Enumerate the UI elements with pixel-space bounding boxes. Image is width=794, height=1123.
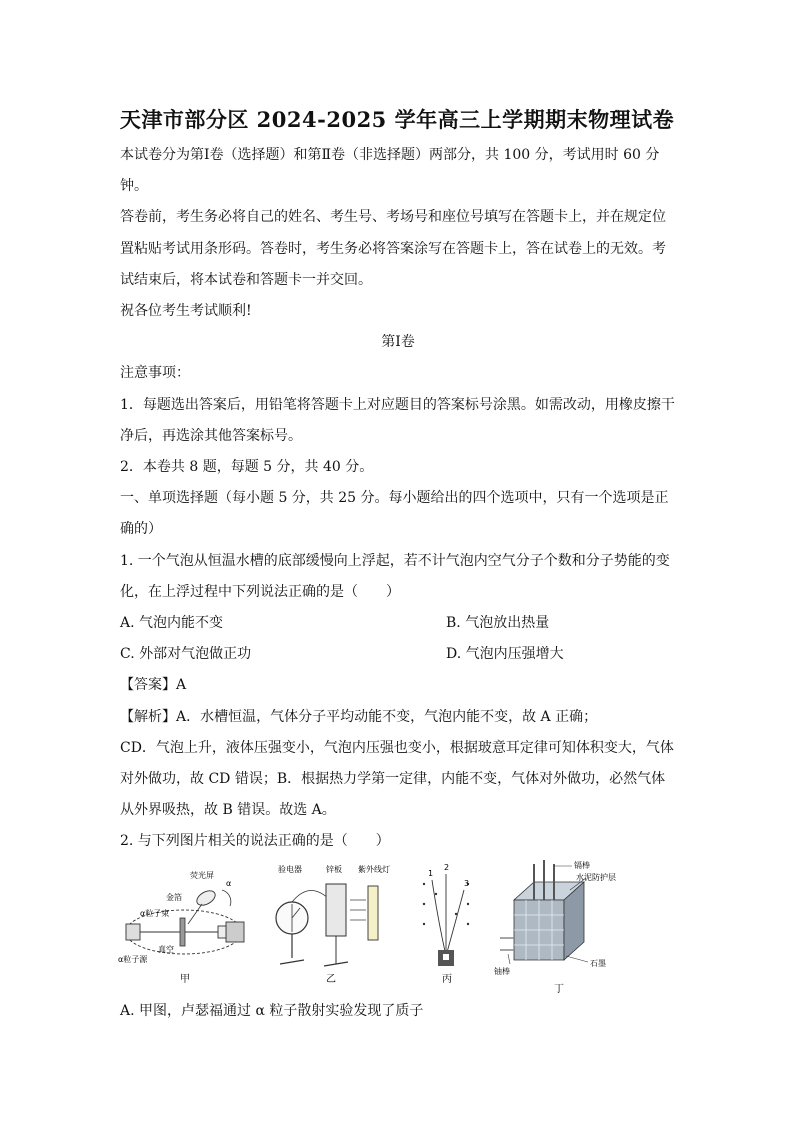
question-2-option-a: A. 甲图，卢瑟福通过 α 粒子散射实验发现了质子 bbox=[120, 1002, 424, 1019]
label-screen: 荧光屏 bbox=[190, 870, 214, 880]
figure-bing bbox=[418, 860, 478, 984]
question-1-analysis-1: 【解析】A．水槽恒温，气体分子平均动能不变，气泡内能不变，故 A 正确； bbox=[120, 708, 598, 725]
figure-jia bbox=[118, 860, 254, 984]
label-track-2: 2 bbox=[444, 862, 450, 872]
label-source: α粒子源 bbox=[118, 954, 148, 964]
question-1-analysis-2: CD．气泡上升，液体压强变小，气泡内压强也变小，根据玻意耳定律可知体积变大，气体对外做功，故 CD 错误；B．根据热力学第一定律，内能不变，气体对外做功，必然气体从外界吸热，故 B 错误。故选 A。 bbox=[120, 739, 674, 819]
figure-yi bbox=[270, 860, 400, 984]
question-1-options-row-2 bbox=[120, 639, 676, 670]
label-foil: 金箔 bbox=[166, 892, 182, 902]
notice-2: 2．本卷共 8 题，每题 5 分，共 40 分。 bbox=[120, 459, 374, 476]
caption-bing: 丙 bbox=[442, 973, 452, 984]
caption-jia: 甲 bbox=[180, 973, 190, 984]
notice-title: 注意事项： bbox=[120, 365, 190, 382]
alpha-scattering-diagram bbox=[118, 860, 254, 984]
label-alpha: α bbox=[226, 878, 232, 888]
reactor-diagram bbox=[494, 860, 644, 996]
exam-title: 天津市部分区 2024-2025 学年高三上学期期末物理试卷 bbox=[119, 107, 675, 132]
intro-paragraph-1: 本试卷分为第Ⅰ卷（选择题）和第Ⅱ卷（非选择题）两部分，共 100 分，考试用时 60 分钟。 bbox=[120, 147, 660, 195]
intro-paragraph-2: 答卷前，考生务必将自己的姓名、考生号、考场号和座位号填写在答题卡上，并在规定位置粘贴考试用条形码。答卷时，考生务必将答案涂写在答题卡上，答在试卷上的无效。考试结束后，将本试卷和答题卡一并交回。 bbox=[120, 209, 666, 288]
label-track-3: 3 bbox=[464, 878, 470, 888]
label-concrete-layer: 水泥防护层 bbox=[576, 872, 616, 882]
intro-paragraph-3: 祝各位考生考试顺利! bbox=[120, 303, 252, 320]
label-electroscope: 验电器 bbox=[278, 864, 302, 874]
radiation-tracks-diagram bbox=[418, 860, 478, 984]
question-1-option-d: D. 气泡内压强增大 bbox=[446, 646, 564, 663]
caption-yi: 乙 bbox=[326, 973, 336, 984]
part-heading: 一、单项选择题（每小题 5 分，共 25 分。每小题给出的四个选项中，只有一个选项是正确的） bbox=[120, 490, 669, 538]
exam-body bbox=[120, 140, 676, 1027]
question-1-option-a: A. 气泡内能不变 bbox=[120, 615, 224, 632]
figure-ding bbox=[494, 860, 644, 996]
label-graphite: 石墨 bbox=[590, 958, 606, 968]
question-1-options-row-1 bbox=[120, 608, 676, 639]
label-uv-lamp: 紫外线灯 bbox=[358, 864, 390, 874]
label-zinc-plate: 锌板 bbox=[326, 864, 342, 874]
question-1-stem: 1. 一个气泡从恒温水槽的底部缓慢向上浮起，若不计气泡内空气分子个数和分子势能的变化，在上浮过程中下列说法正确的是（ ） bbox=[120, 552, 670, 600]
label-u-rod: 铀棒 bbox=[494, 966, 510, 976]
section-title: 第Ⅰ卷 bbox=[381, 334, 415, 351]
question-2-stem: 2. 与下列图片相关的说法正确的是（ ） bbox=[120, 833, 390, 850]
question-2-figures bbox=[120, 860, 676, 996]
label-vacuum: 真空 bbox=[158, 944, 174, 954]
caption-ding: 丁 bbox=[554, 983, 564, 995]
question-1-answer: 【答案】A bbox=[120, 677, 187, 694]
question-1-option-b: B. 气泡放出热量 bbox=[446, 615, 550, 632]
photoelectric-diagram bbox=[270, 860, 400, 984]
question-1-option-c: C. 外部对气泡做正功 bbox=[120, 646, 252, 663]
notice-1: 1．每题选出答案后，用铅笔将答题卡上对应题目的答案标号涂黑。如需改动，用橡皮擦干净后，再选涂其他答案标号。 bbox=[120, 396, 675, 444]
label-track-1: 1 bbox=[428, 868, 434, 878]
label-cd-rod: 镉棒 bbox=[574, 860, 590, 870]
label-particle-beam: α粒子束 bbox=[140, 908, 170, 918]
